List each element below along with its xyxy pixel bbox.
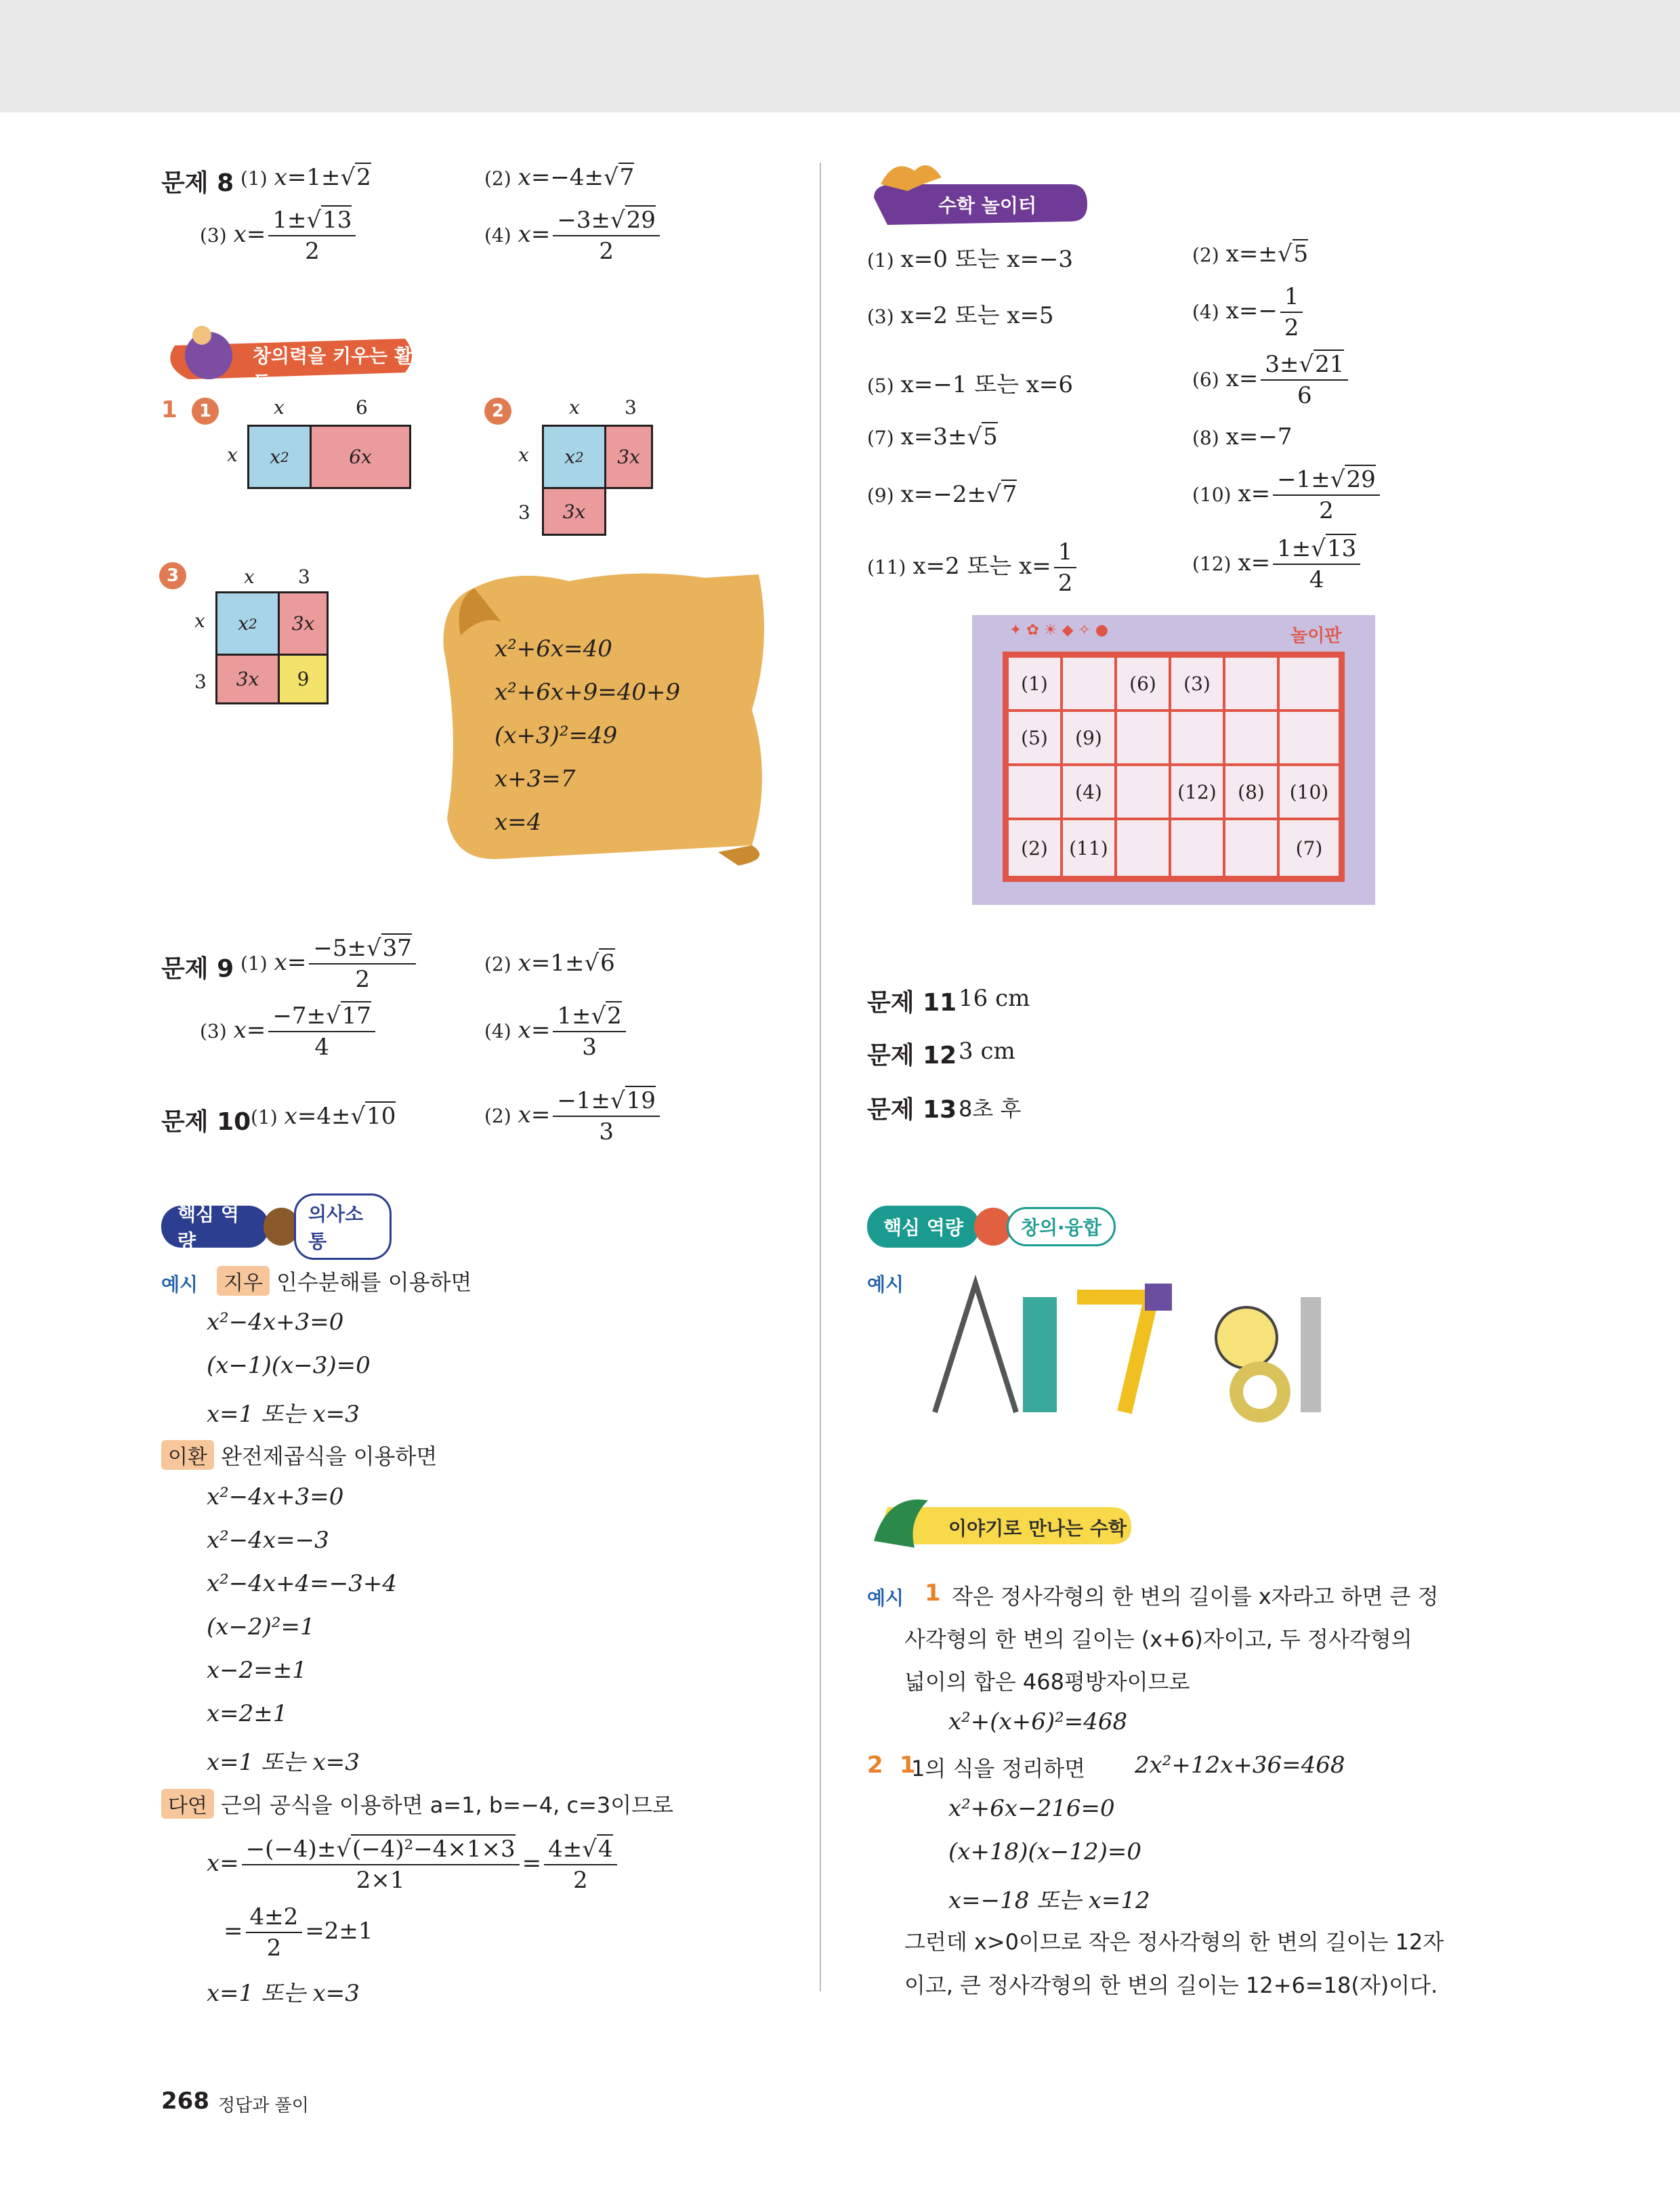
board-cell: (11) <box>1061 818 1116 878</box>
rect-3x-right-2: 3x <box>604 425 653 489</box>
story-line-6: x²+6x−216=0 <box>948 1795 1115 1822</box>
play-11: (11) x=2 또는 x= $\frac{1}{2}$ <box>867 538 1079 597</box>
dim-6-top-1: 6 <box>356 396 368 419</box>
board-cell <box>1115 764 1171 820</box>
play-3: (3) x=2 또는 x=5 <box>867 302 1054 329</box>
creative-badge <box>161 318 419 394</box>
dim-3-top-2: 3 <box>625 396 637 419</box>
board-cell: (4) <box>1061 764 1116 820</box>
p10-answer-2: (2) x= $\frac{-1\pm√19}{3}$ <box>484 1087 663 1145</box>
play-7: (7) x=3±√5 <box>867 423 998 450</box>
scroll-line-2: x²+6x+9=40+9 <box>495 679 681 706</box>
creative-word-art <box>921 1256 1348 1426</box>
square-x2-3: x 2 <box>215 591 280 656</box>
square-x2-2: x 2 <box>542 425 606 489</box>
board-cell <box>1169 818 1225 878</box>
scroll-line-1: x²+6x=40 <box>495 635 612 662</box>
dayeon-line: 다연 근의 공식을 이용하면 a=1, b=−4, c=3이므로 <box>161 1788 673 1819</box>
dayeon-formula-1: x= $\frac{\text{−(−4)±√(−4)²−4×1×3}}{2\times 1}$ = $\frac{4\pm√4}{2}$ <box>207 1836 620 1894</box>
jiu-line: 지우 인수분해를 이용하면 <box>217 1265 471 1296</box>
core-tag-right: 창의·융합 <box>1007 1207 1116 1246</box>
p9-answer-1: (1) x= $\frac{-5\pm√37}{2}$ <box>240 935 419 993</box>
play-badge-text: 수학 놀이터 <box>938 194 1036 217</box>
rect-3x-bottom-2: 3x <box>542 487 606 536</box>
story-line-8: x=−18 또는 x=12 <box>948 1887 1150 1914</box>
top-bar <box>0 0 1680 112</box>
ihwan-step-7: x=1 또는 x=3 <box>207 1749 360 1776</box>
board-cell <box>1223 656 1279 711</box>
story-line-7: (x+18)(x−12)=0 <box>948 1838 1142 1865</box>
rect-3x-bottom-3: 3x <box>215 654 280 704</box>
board-cell <box>1223 710 1279 765</box>
board-cell <box>1278 710 1341 765</box>
dayeon-formula-2: = $\frac{4\pm 2}{2}$ =2±1 <box>224 1903 373 1962</box>
ihwan-step-5: x−2=±1 <box>207 1657 307 1684</box>
story-step-2-ref: 1 <box>900 1752 916 1779</box>
dim-3-left-3: 3 <box>194 671 207 693</box>
play-12: (12) x= $\frac{1\pm√13}{4}$ <box>1192 535 1363 593</box>
dim-x-top-1: x <box>274 396 285 419</box>
p10-answer-1: (1) x=4±√10 <box>251 1103 396 1130</box>
story-line-4: x²+(x+6)²=468 <box>948 1708 1128 1735</box>
ihwan-line: 이환 완전제곱식을 이용하면 <box>161 1439 437 1471</box>
story-line-9: 그런데 x>0이므로 작은 정사각형의 한 변의 길이는 12자 <box>904 1929 1444 1955</box>
play-9: (9) x=−2±√7 <box>867 481 1017 508</box>
dim-x-top-2: x <box>569 396 580 419</box>
p9-answer-2: (2) x=1±√6 <box>484 950 615 977</box>
story-badge-text: 이야기로 만나는 수학 <box>948 1517 1127 1540</box>
rect-6x-1: 6x <box>310 425 411 489</box>
activity-circle-1: 1 <box>192 398 219 425</box>
ihwan-step-1: x²−4x+3=0 <box>207 1483 344 1510</box>
square-9: 9 <box>278 654 329 704</box>
board-cell: (6) <box>1115 656 1171 711</box>
column-divider <box>820 163 821 1991</box>
activity-circle-2: 2 <box>484 398 511 425</box>
dim-3-left-2: 3 <box>518 501 530 524</box>
play-5: (5) x=−1 또는 x=6 <box>867 371 1074 398</box>
ihwan-step-2: x²−4x=−3 <box>207 1527 329 1554</box>
jiu-step-3: x=1 또는 x=3 <box>207 1401 360 1428</box>
p8-answer-1: (1) x=1±√2 <box>240 164 371 191</box>
story-step-2-number: 2 <box>867 1752 883 1779</box>
board-cell: (7) <box>1278 818 1341 878</box>
board-cell <box>1061 656 1116 711</box>
jiu-step-1: x²−4x+3=0 <box>207 1309 344 1336</box>
parchment-scroll <box>434 561 772 869</box>
board-cell: (12) <box>1169 764 1225 820</box>
core-tag-left: 의사소통 <box>294 1193 392 1260</box>
p9-answer-4: (4) x= $\frac{1\pm√2}{3}$ <box>484 1002 629 1061</box>
ihwan-step-4: (x−2)²=1 <box>207 1613 315 1641</box>
square-x2-1: x 2 <box>247 425 312 489</box>
problem-11-label: 문제 11 <box>867 989 957 1017</box>
ihwan-step-3: x²−4x+4=−3+4 <box>207 1570 397 1597</box>
word-art-graphic <box>921 1256 1348 1426</box>
core-badge-left-text: 핵심 역량 <box>161 1206 269 1248</box>
board-title: 놀이판 <box>1290 626 1342 646</box>
page-footer-title: 정답과 풀이 <box>218 2096 309 2116</box>
dayeon-final: x=1 또는 x=3 <box>207 1980 360 2007</box>
jiu-tag: 지우 <box>217 1266 270 1296</box>
board-cell <box>1223 818 1279 878</box>
p9-answer-3: (3) x= $\frac{-7\pm√17}{4}$ <box>200 1002 378 1061</box>
board-cell: (9) <box>1061 710 1116 765</box>
rect-3x-right-3: 3x <box>278 591 329 656</box>
board-cell <box>1115 818 1171 878</box>
core-badge-right-text: 핵심 역량 <box>867 1206 980 1248</box>
scroll-line-4: x+3=7 <box>495 765 576 792</box>
board-icons: ✦ ✿ ☀ ◆ ✧ ● <box>1009 622 1109 639</box>
board-cell: (2) <box>1007 818 1062 878</box>
dayeon-tag: 다연 <box>161 1789 214 1819</box>
problem-13-label: 문제 13 <box>867 1096 957 1124</box>
play-2: (2) x=±√5 <box>1192 240 1309 268</box>
play-8: (8) x=−7 <box>1192 423 1293 450</box>
board-cell: (10) <box>1278 764 1341 820</box>
story-line-10: 이고, 큰 정사각형의 한 변의 길이는 12+6=18(자)이다. <box>904 1972 1438 1998</box>
dim-3-top-3: 3 <box>298 566 310 588</box>
board-cell: (5) <box>1007 710 1062 765</box>
story-line-1: 작은 정사각형의 한 변의 길이를 x자라고 하면 큰 정 <box>952 1584 1439 1609</box>
story-badge <box>867 1487 1138 1561</box>
activity-circle-3: 3 <box>159 562 186 589</box>
dim-x-left-3: x <box>194 610 205 632</box>
example-label-left: 예시 <box>161 1273 198 1296</box>
ihwan-step-6: x=2±1 <box>207 1700 288 1727</box>
board-cell <box>1278 656 1341 711</box>
problem-8-label: 문제 8 <box>161 169 234 197</box>
core-badge-left <box>161 1203 392 1252</box>
play-10: (10) x= $\frac{-1\pm√29}{2}$ <box>1192 466 1383 524</box>
story-step-1-number: 1 <box>925 1580 941 1607</box>
problem-10-label: 문제 10 <box>161 1108 251 1136</box>
page-number: 268 <box>161 2088 209 2115</box>
board-cell <box>1007 764 1062 820</box>
p8-answer-3: (3) x= $\frac{1\pm√13}{2}$ <box>200 207 358 265</box>
board-grid <box>1003 652 1345 882</box>
problem-13-answer: 8초 후 <box>959 1096 1022 1122</box>
play-4: (4) x=− $\frac{1}{2}$ <box>1192 283 1305 341</box>
word-art-text <box>1077 1317 1079 1318</box>
story-example-label: 예시 <box>867 1587 904 1609</box>
board-cell <box>1115 710 1171 765</box>
story-line-5a: 1의 식을 정리하면 <box>911 1756 1086 1781</box>
board-cell <box>1169 710 1225 765</box>
ihwan-tag: 이환 <box>161 1440 214 1470</box>
scroll-graphic <box>434 561 772 869</box>
jiu-step-2: (x−1)(x−3)=0 <box>207 1352 371 1379</box>
story-line-2: 사각형의 한 변의 길이는 (x+6)자이고, 두 정사각형의 <box>904 1626 1412 1652</box>
person-icon <box>192 326 211 345</box>
dim-x-left-2: x <box>518 444 529 466</box>
play-badge <box>867 157 1091 232</box>
problem-9-label: 문제 9 <box>161 955 234 983</box>
story-line-3: 넓이의 합은 468평방자이므로 <box>904 1669 1190 1695</box>
p8-answer-4: (4) x= $\frac{-3\pm√29}{2}$ <box>484 207 663 265</box>
problem-11-answer: 16 cm <box>959 985 1030 1012</box>
play-6: (6) x= $\frac{3\pm√21}{6}$ <box>1192 351 1351 409</box>
dim-x-top-3: x <box>244 566 255 588</box>
dim-x-left-1: x <box>227 444 238 466</box>
core-badge-right <box>867 1206 1138 1248</box>
story-line-5b: 2x²+12x+36=468 <box>1135 1752 1345 1779</box>
creative-badge-text: 창의력을 키우는 활동 <box>253 345 413 394</box>
play-1: (1) x=0 또는 x=−3 <box>867 246 1074 273</box>
scroll-line-3: (x+3)²=49 <box>495 722 618 749</box>
p8-answer-2: (2) x=−4±√7 <box>484 164 635 191</box>
example-label-right: 예시 <box>867 1273 904 1296</box>
board-cell: (1) <box>1007 656 1062 711</box>
problem-12-label: 문제 12 <box>867 1042 957 1070</box>
board-cell: (8) <box>1223 764 1279 820</box>
board-cell: (3) <box>1169 656 1225 711</box>
problem-12-answer: 3 cm <box>959 1038 1015 1065</box>
scroll-line-5: x=4 <box>495 809 542 836</box>
activity-number: 1 <box>161 396 177 423</box>
